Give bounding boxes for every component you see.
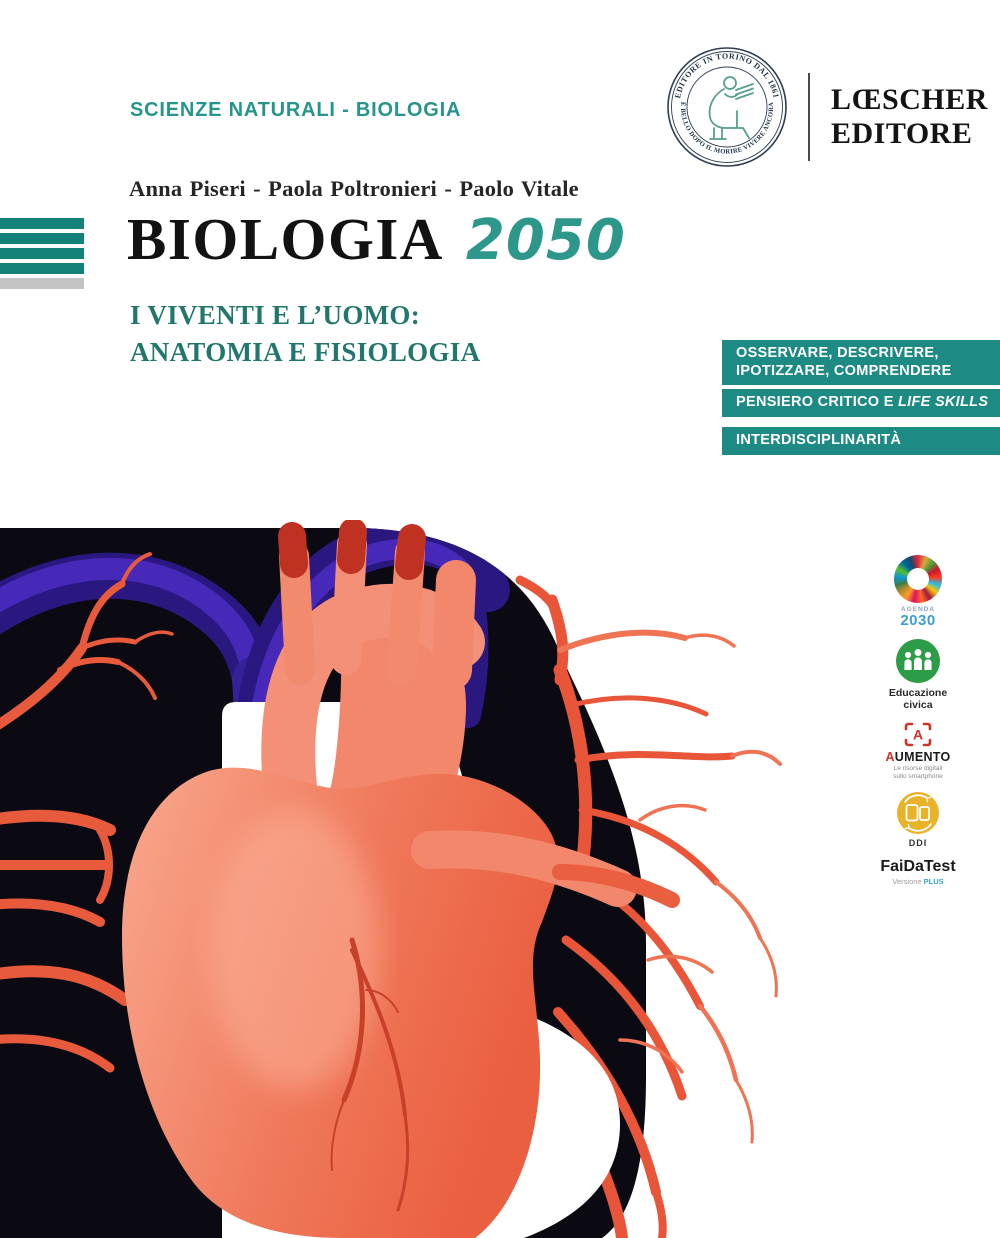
- badge-interdisciplinarita: INTERDISCIPLINARITÀ: [722, 427, 1000, 455]
- badge-pensiero-critico: [722, 389, 1000, 417]
- publisher-name-line1: LŒSCHER: [831, 83, 988, 116]
- seal-bottom-text: È BELLO DOPO IL MORIRE VIVERE ANCORA: [678, 101, 776, 156]
- book-title-year: 2050: [465, 208, 626, 273]
- seal-reader-figure-icon: [710, 77, 753, 139]
- authors-line: Anna Piseri - Paola Poltronieri - Paolo Vitale: [129, 176, 579, 201]
- publisher-name-line2: EDITORE: [831, 117, 973, 151]
- cover-artwork: [0, 520, 1000, 1238]
- subtitle-line2: ANATOMIA E FISIOLOGIA: [130, 337, 481, 368]
- agenda-2030-label: 2030: [900, 612, 936, 629]
- ddi-label: DDI: [908, 837, 928, 848]
- seal-top-text: EDITORE IN TORINO DAL 1861: [673, 51, 781, 100]
- brand-stripes-logo: [0, 218, 84, 289]
- stripe: [0, 233, 84, 244]
- faidatest-label: FaiDaTest: [880, 857, 956, 875]
- publisher-divider: [808, 73, 810, 161]
- badge-line: IPOTIZZARE, COMPRENDERE: [736, 362, 952, 379]
- badge-osservare: [722, 340, 1000, 385]
- svg-text:EDITORE IN TORINO DAL 1861: [673, 52, 781, 100]
- stripe: [0, 263, 84, 274]
- badge-line: OSSERVARE, DESCRIVERE,: [736, 345, 939, 361]
- agenda-label: AGENDA: [900, 606, 936, 613]
- educazione-civica-label: Educazione civica: [888, 686, 948, 711]
- badge-text-italic: LIFE SKILLS: [898, 394, 989, 410]
- stripe: [0, 278, 84, 289]
- aumento-tagline: Le risorse digitali sullo smartphone: [893, 764, 943, 781]
- subtitle-line1: I VIVENTI E L’UOMO:: [130, 300, 421, 330]
- publisher-wordmark: [831, 83, 988, 151]
- faidatest-version: Versione PLUS: [892, 876, 944, 886]
- stripe: [0, 218, 84, 229]
- book-subtitle: [130, 297, 480, 372]
- book-title: BIOLOGIA: [127, 206, 444, 272]
- stripe: [0, 248, 84, 259]
- badge-text: PENSIERO CRITICO E: [736, 394, 898, 410]
- svg-text:A: A: [912, 726, 924, 743]
- book-title-row: [127, 205, 626, 274]
- publisher-seal: [664, 44, 790, 170]
- aumento-label: AUMENTO: [885, 749, 951, 764]
- category-label: SCIENZE NATURALI - BIOLOGIA: [130, 99, 462, 121]
